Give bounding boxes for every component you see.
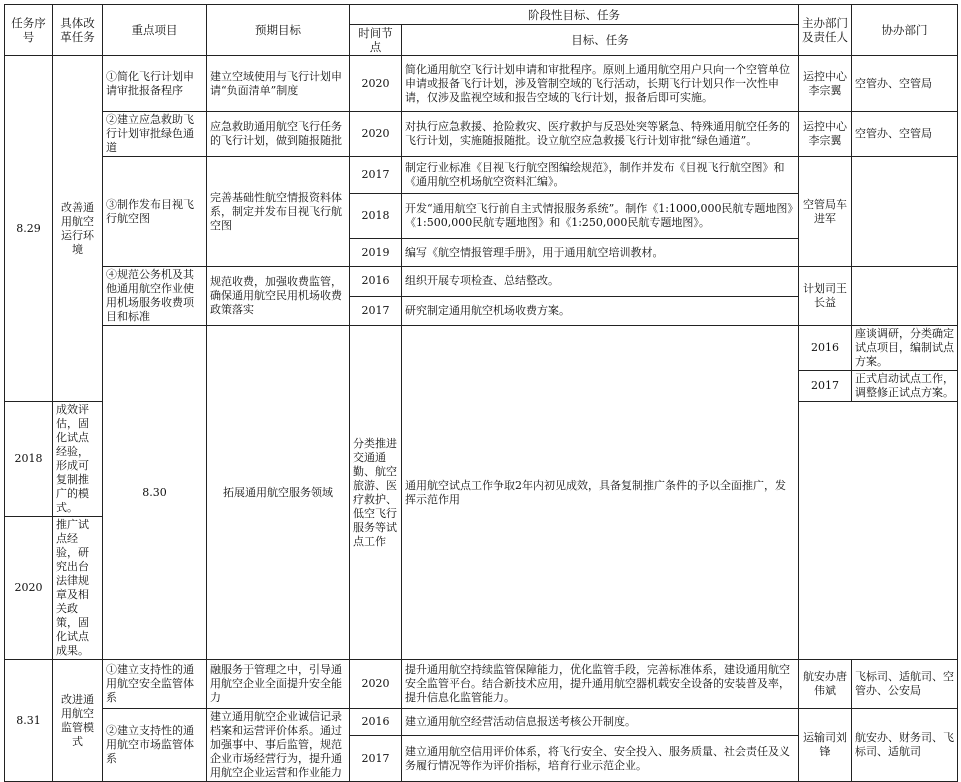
year-cell: 2018 xyxy=(350,194,402,239)
year-cell: 2016 xyxy=(350,267,402,297)
header-task-no: 任务序号 xyxy=(5,5,53,56)
stage-text-cell: 研究制定通用航空机场收费方案。 xyxy=(402,296,799,326)
coop-dept-cell: 空管办、空管局 xyxy=(852,112,958,157)
stage-text-cell: 简化通用航空飞行计划申请和审批程序。原则上通用航空用户只向一个空管单位申请或报备飞行计划，涉及管制空域的飞行活动，长期飞行计划只作一次性申请，仅涉及监视空域和报告空域的飞行计划，报备后即可实施。 xyxy=(402,56,799,112)
year-cell: 2020 xyxy=(5,517,53,660)
reform-task-cell: 改善通用航空运行环境 xyxy=(53,56,103,402)
project-cell: ④规范公务机及其他通用航空作业使用机场服务收费项目和标准 xyxy=(103,267,207,326)
host-dept-cell: 空管局车进军 xyxy=(799,157,852,267)
table-row xyxy=(5,326,958,371)
project-cell: 分类推进交通通勤、航空旅游、医疗救护、低空飞行服务等试点工作 xyxy=(350,326,402,660)
project-cell: ②建立支持性的通用航空市场监管体系 xyxy=(103,709,207,782)
year-cell: 2017 xyxy=(350,736,402,782)
task-no-cell: 8.31 xyxy=(5,660,53,782)
table-row xyxy=(5,157,958,194)
reform-task-cell: 拓展通用航空服务领域 xyxy=(207,326,350,660)
goal-cell: 建立空域使用与飞行计划申请“负面清单”制度 xyxy=(207,56,350,112)
year-cell: 2016 xyxy=(799,326,852,371)
coop-dept-cell: 空管办、空管局 xyxy=(852,56,958,112)
table-row xyxy=(5,660,958,709)
goal-cell: 规范收费，加强收费监管，确保通用航空民用机场收费政策落实 xyxy=(207,267,350,326)
header-reform-task: 具体改革任务 xyxy=(53,5,103,56)
header-key-project: 重点项目 xyxy=(103,5,207,56)
host-dept-cell: 运输司刘锋 xyxy=(799,709,852,782)
stage-text-cell: 成效评估，固化试点经验，形成可复制推广的模式。 xyxy=(53,402,103,517)
year-cell: 2017 xyxy=(350,296,402,326)
coop-dept-cell xyxy=(852,157,958,267)
table-row xyxy=(5,56,958,112)
header-expected-goal: 预期目标 xyxy=(207,5,350,56)
project-cell: ①简化飞行计划申请审批报备程序 xyxy=(103,56,207,112)
host-dept-cell: 航安办唐伟斌 xyxy=(799,660,852,709)
stage-text-cell: 制定行业标准《目视飞行航空图编绘规范》，制作并发布《目视飞行航空图》和《通用航空机场航空资料汇编》。 xyxy=(402,157,799,194)
stage-text-cell: 对执行应急救援、抢险救灾、医疗救护与反恐处突等紧急、特殊通用航空任务的飞行计划，实施随报随批。设立航空应急救援飞行计划审批“绿色通道”。 xyxy=(402,112,799,157)
stage-text-cell: 编写《航空情报管理手册》，用于通用航空培训教材。 xyxy=(402,239,799,267)
stage-text-cell: 正式启动试点工作，调整修正试点方案。 xyxy=(852,371,958,402)
header-time-node: 时间节点 xyxy=(350,25,402,56)
goal-cell: 应急救助通用航空飞行任务的飞行计划，做到随报随批 xyxy=(207,112,350,157)
reform-task-cell: 改进通用航空监管模式 xyxy=(53,660,103,782)
stage-text-cell: 组织开展专项检查、总结整改。 xyxy=(402,267,799,297)
reform-task-table xyxy=(4,4,958,782)
project-cell: ②建立应急救助飞行计划审批绿色通道 xyxy=(103,112,207,157)
goal-cell: 融服务于管理之中，引导通用航空企业全面提升安全能力 xyxy=(207,660,350,709)
stage-text-cell: 推广试点经验，研究出台法律规章及相关政策，固化试点成果。 xyxy=(53,517,103,660)
host-dept-cell: 运控中心李宗翼 xyxy=(799,112,852,157)
goal-cell: 完善基础性航空情报资料体系，制定并发布目视飞行航空图 xyxy=(207,157,350,267)
year-cell: 2020 xyxy=(350,56,402,112)
stage-text-cell: 建立通用航空信用评价体系，将飞行安全、安全投入、服务质量、社会责任及义务履行情况等作为评价指标，培育行业示范企业。 xyxy=(402,736,799,782)
goal-cell: 建立通用航空企业诚信记录档案和运营评价体系。通过加强事中、事后监管，规范企业市场经营行为，提升通用航空企业运营和作业能力 xyxy=(207,709,350,782)
table-row xyxy=(5,267,958,297)
year-cell: 2017 xyxy=(350,157,402,194)
host-dept-cell: 计划司王长益 xyxy=(799,267,852,326)
header-host-dept: 主办部门及责任人 xyxy=(799,5,852,56)
year-cell: 2019 xyxy=(350,239,402,267)
stage-text-cell: 提升通用航空持续监管保障能力，优化监管手段，完善标准体系，建设通用航空安全监管平台。结合新技术应用，提升通用航空器机载安全设备的安装普及率，提升信息化监管能力。 xyxy=(402,660,799,709)
project-cell: ①建立支持性的通用航空安全监管体系 xyxy=(103,660,207,709)
coop-dept-cell: 航安办、财务司、飞标司、适航司 xyxy=(852,709,958,782)
task-no-cell: 8.30 xyxy=(103,326,207,660)
year-cell: 2020 xyxy=(350,112,402,157)
stage-text-cell: 建立通用航空经营活动信息报送考核公开制度。 xyxy=(402,709,799,736)
year-cell: 2018 xyxy=(5,402,53,517)
table-row xyxy=(5,709,958,736)
coop-dept-cell xyxy=(852,267,958,326)
header-coop-dept: 协办部门 xyxy=(852,5,958,56)
year-cell: 2016 xyxy=(350,709,402,736)
year-cell: 2017 xyxy=(799,371,852,402)
goal-cell: 通用航空试点工作争取2年内初见成效，具备复制推广条件的予以全面推广，发挥示范作用 xyxy=(402,326,799,660)
table-row xyxy=(5,112,958,157)
stage-text-cell: 开发“通用航空飞行前自主式情报服务系统”。制作《1:1000,000民航专题地图》《1:500,000民航专题地图》和《1:250,000民航专题地图》。 xyxy=(402,194,799,239)
coop-dept-cell: 飞标司、适航司、空管办、公安局 xyxy=(852,660,958,709)
project-cell: ③制作发布目视飞行航空图 xyxy=(103,157,207,267)
host-dept-cell: 运控中心李宗翼 xyxy=(799,56,852,112)
year-cell: 2020 xyxy=(350,660,402,709)
header-goal-task: 目标、任务 xyxy=(402,25,799,56)
stage-text-cell: 座谈调研，分类确定试点项目，编制试点方案。 xyxy=(852,326,958,371)
header-stage-goal: 阶段性目标、任务 xyxy=(350,5,799,25)
task-no-cell: 8.29 xyxy=(5,56,53,402)
